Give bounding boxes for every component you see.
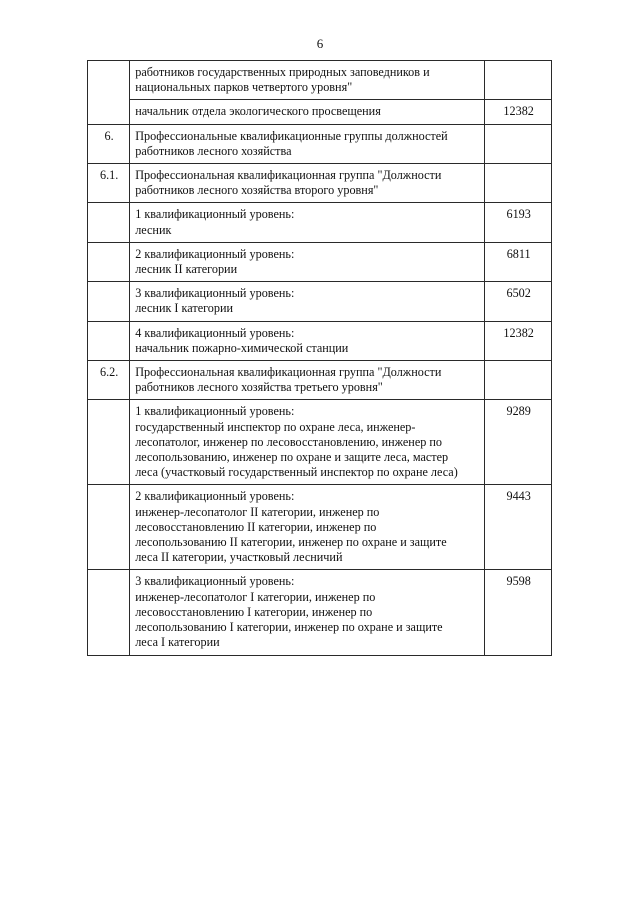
row-text-line: работников лесного хозяйства третьего уровня" [135,380,383,395]
row-text-line: лесник [135,222,172,237]
row-text-line: леса II категории, участковый лесничий [135,550,343,565]
row-text-line: леса I категории [135,635,220,650]
table-row [88,242,552,281]
row-text-line: инженер-лесопатолог I категории, инженер по [135,589,376,604]
table-row [88,203,552,242]
table-row [88,282,552,321]
row-text-line: 2 квалификационный уровень: [135,246,295,261]
row-number-cell [88,61,130,100]
row-text-line: работников лесного хозяйства второго уровня" [135,183,379,198]
row-value-cell [485,164,552,203]
row-text-line: лесник II категории [135,262,238,277]
page-number: 6 [316,36,324,51]
salary-table [87,60,552,656]
row-text-line: лесопользованию II категории, инженер по охране и защите [135,535,447,550]
row-text-cell [130,282,485,321]
row-text-cell [130,242,485,281]
row-text-line: лесовосстановлению II категории, инженер по [135,519,377,534]
table-row [88,400,552,485]
row-text-cell [130,164,485,203]
row-number-cell: 6.1. [88,164,130,203]
row-number-cell [88,485,130,570]
row-text-cell [130,100,485,124]
row-value-cell: 6502 [485,282,552,321]
row-number-cell [88,100,130,124]
table-body [88,61,552,656]
row-value-cell: 6811 [485,242,552,281]
row-number-cell [88,570,130,655]
row-text-line: работников лесного хозяйства [135,143,292,158]
row-text-line: начальник отдела экологического просвещения [135,104,381,119]
row-text-line: Профессиональная квалификационная группа "Должности [135,365,442,380]
table-row [88,485,552,570]
row-text-cell [130,61,485,100]
row-text-line: 3 квалификационный уровень: [135,286,295,301]
row-value-cell [485,124,552,163]
row-value-cell [485,61,552,100]
row-text-cell [130,485,485,570]
row-value-cell: 12382 [485,100,552,124]
table-row [88,124,552,163]
row-text-line: инженер-лесопатолог II категории, инженер по [135,504,380,519]
row-text-line: 1 квалификационный уровень: [135,404,295,419]
row-number-cell [88,242,130,281]
row-text-line: лесопатолог, инженер по лесовосстановлению, инженер по [135,434,442,449]
row-value-cell: 9443 [485,485,552,570]
row-text-line: 1 квалификационный уровень: [135,207,295,222]
table-row [88,61,552,100]
row-value-cell: 9289 [485,400,552,485]
row-text-cell [130,361,485,400]
row-text-line: начальник пожарно-химической станции [135,340,349,355]
row-value-cell [485,361,552,400]
row-number-cell [88,321,130,360]
row-text-line: Профессиональная квалификационная группа "Должности [135,168,442,183]
table-row [88,164,552,203]
row-text-line: лесопользованию, инженер по охране и защите леса, мастер [135,450,449,465]
row-text-line: 2 квалификационный уровень: [135,489,295,504]
table-row [88,570,552,655]
row-number-cell: 6.2. [88,361,130,400]
row-text-cell [130,400,485,485]
row-text-cell [130,570,485,655]
row-text-line: национальных парков четвертого уровня" [135,80,353,95]
row-text-line: лесник I категории [135,301,234,316]
row-text-cell [130,124,485,163]
row-number-cell: 6. [88,124,130,163]
table-row [88,361,552,400]
row-value-cell: 6193 [485,203,552,242]
row-text-line: лесопользованию I категории, инженер по охране и защите [135,620,443,635]
table-row [88,100,552,124]
row-text-cell [130,321,485,360]
row-text-line: работников государственных природных заповедников и [135,65,430,79]
row-text-line: 4 квалификационный уровень: [135,325,295,340]
row-text-cell [130,203,485,242]
row-number-cell [88,400,130,485]
row-value-cell: 12382 [485,321,552,360]
row-text-line: 3 квалификационный уровень: [135,574,295,589]
row-text-line: Профессиональные квалификационные группы должностей [135,128,448,143]
row-number-cell [88,203,130,242]
row-value-cell: 9598 [485,570,552,655]
row-text-line: лесовосстановлению I категории, инженер по [135,604,373,619]
row-text-line: леса (участковый государственный инспектор по охране леса) [135,465,458,480]
row-text-line: государственный инспектор по охране леса, инженер- [135,419,416,434]
row-number-cell [88,282,130,321]
table-row [88,321,552,360]
